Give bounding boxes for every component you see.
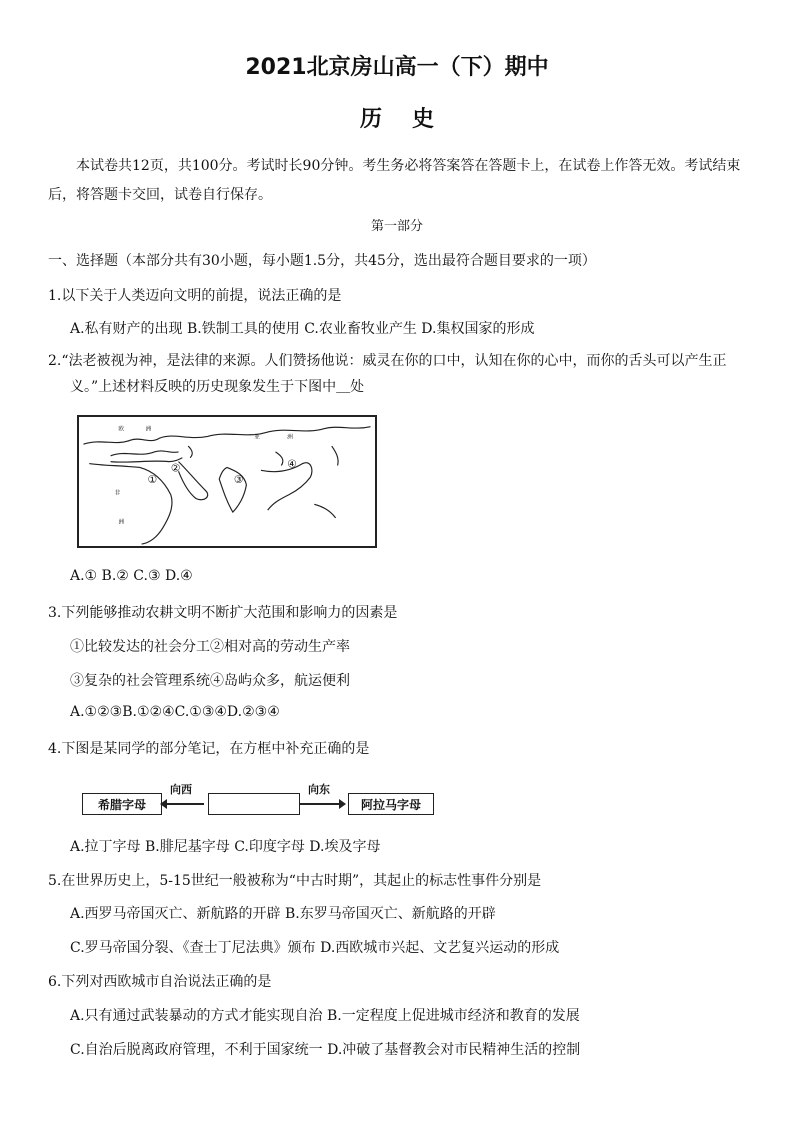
map-drawing <box>79 417 375 546</box>
exam-instructions: 本试卷共12页，共100分。考试时长90分钟。考生务必将答案答在答题卡上，在试卷上作答无效。考试结束后，将答题卡交回，试卷自行保存。 <box>48 158 741 203</box>
question-5-stem: 5.在世界历史上，5-15世纪一般被称为“中古时期”，其起止的标志性事件分别是 <box>48 873 542 889</box>
question-3-options: A.①②③B.①②④C.①③④D.②③④ <box>70 704 280 720</box>
alphabet-flow-diagram <box>82 783 442 823</box>
question-5-options-ab: A.西罗马帝国灭亡、新航路的开辟 B.东罗马帝国灭亡、新航路的开辟 <box>70 906 496 922</box>
exam-title: 2021北京房山高一（下）期中 <box>245 55 549 80</box>
arrow-west-label: 向西 <box>170 783 192 796</box>
map-label-asia-2: 洲 <box>287 434 293 441</box>
map-marker-4: ④ <box>287 457 297 471</box>
question-2-stem-line2: 义。”上述材料反映的历史现象发生于下图中＿处 <box>70 379 365 395</box>
question-4-stem: 4.下图是某同学的部分笔记，在方框中补充正确的是 <box>48 741 370 757</box>
map-marker-2: ② <box>170 461 181 475</box>
box-blank <box>208 793 300 815</box>
box-aramaic-alphabet: 阿拉马字母 <box>348 793 434 815</box>
question-2-stem-line1: 2.“法老被视为神，是法律的来源。人们赞扬他说：威灵在你的口中，认知在你的心中，而你的舌头可以产生正 <box>48 353 727 369</box>
question-6-options-cd: C.自治后脱离政府管理，不利于国家统一 D.冲破了基督教会对市民精神生活的控制 <box>70 1042 581 1058</box>
part-heading: 第一部分 <box>370 219 423 234</box>
map-label-africa-1: 非 <box>114 490 121 497</box>
question-6-stem: 6.下列对西欧城市自治说法正确的是 <box>48 974 272 990</box>
question-1-stem: 1.以下关于人类迈向文明的前提，说法正确的是 <box>48 288 342 304</box>
question-3-stem: 3.下列能够推动农耕文明不断扩大范围和影响力的因素是 <box>48 605 398 621</box>
subject-title: 历史 <box>359 107 464 132</box>
map-label-europe-1: 欧 <box>118 426 125 433</box>
map-label-africa-2: 洲 <box>118 519 125 526</box>
box-greek-alphabet: 希腊字母 <box>82 793 162 815</box>
arrow-west <box>162 803 204 805</box>
section-heading: 一、选择题（本部分共有30小题，每小题1.5分，共45分，选出最符合题目要求的一项） <box>48 253 596 269</box>
question-2-stem <box>48 348 738 400</box>
arrow-east <box>300 803 344 805</box>
question-5-options-cd: C.罗马帝国分裂、《查士丁尼法典》颁布 D.西欧城市兴起、文艺复兴运动的形成 <box>70 940 560 956</box>
question-6-options-ab: A.只有通过武装暴动的方式才能实现自治 B.一定程度上促进城市经济和教育的发展 <box>70 1008 580 1024</box>
map-label-europe-2: 洲 <box>145 426 152 433</box>
question-1-options: A.私有财产的出现 B.铁制工具的使用 C.农业畜牧业产生 D.集权国家的形成 <box>70 321 535 337</box>
question-2-options: A.① B.② C.③ D.④ <box>70 568 193 584</box>
question-3-item-1: ①比较发达的社会分工②相对高的劳动生产率 <box>70 639 350 655</box>
map-label-asia-1: 亚 <box>254 434 260 441</box>
map-marker-1: ① <box>147 472 158 486</box>
question-4-options: A.拉丁字母 B.腓尼基字母 C.印度字母 D.埃及字母 <box>70 839 381 855</box>
question-3-item-2: ③复杂的社会管理系统④岛屿众多，航运便利 <box>70 673 350 689</box>
map-marker-3: ③ <box>233 472 244 486</box>
arrow-east-label: 向东 <box>308 783 330 796</box>
world-map-figure <box>77 415 377 548</box>
